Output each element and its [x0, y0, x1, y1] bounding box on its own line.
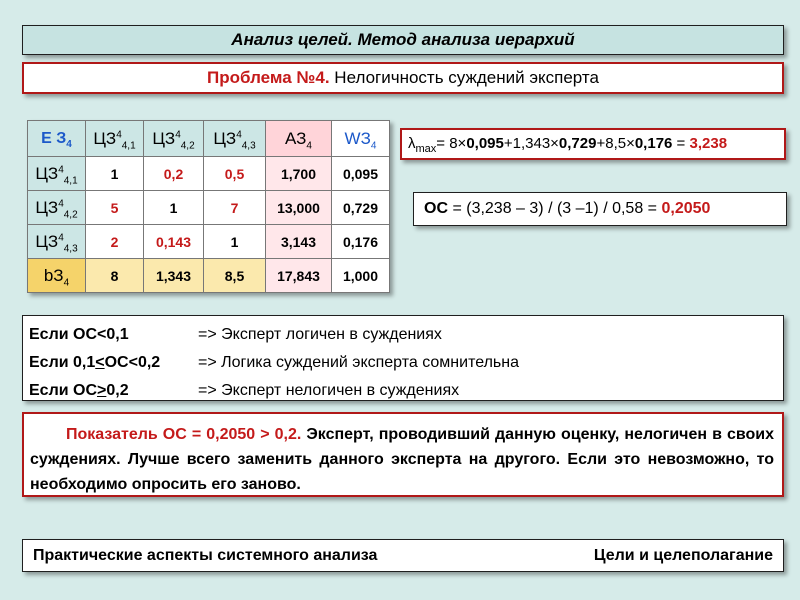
slide-footer: [22, 539, 784, 572]
matrix-row: [28, 157, 390, 191]
consistency-ratio-formula: ОС = (3,238 – 3) / (3 –1) / 0,58 = 0,2050: [413, 192, 787, 226]
rule-line: [29, 321, 783, 349]
column-header: $ЦЗ^4_{4,3}$: [204, 121, 266, 157]
matrix-row: [28, 225, 390, 259]
evaluation-rules: [22, 315, 784, 401]
row-header-b: $bЗ_4$: [28, 259, 86, 293]
column-header: $ЦЗ^4_{4,1}$: [86, 121, 144, 157]
lambda-result: 3,238: [689, 135, 728, 152]
matrix-cell: 0,5: [204, 157, 266, 191]
sum-cell: 8: [86, 259, 144, 293]
slide-title: Анализ целей. Метод анализа иерархий: [22, 25, 784, 55]
matrix-cell: 0,143: [144, 225, 204, 259]
footer-right: Цели и целеполагание: [593, 547, 773, 564]
row-header: $ЦЗ^4_{4,1}$: [28, 157, 86, 191]
rule-condition: Если ОС>0,2: [29, 382, 129, 399]
column-header-w: $WЗ_4$: [332, 121, 390, 157]
rule-condition: Если ОС<0,1: [29, 326, 129, 343]
problem-banner: [22, 62, 784, 94]
matrix-cell-w: 0,095: [332, 157, 390, 191]
matrix-cell-w: 1,000: [332, 259, 390, 293]
rule-line: [29, 377, 783, 405]
problem-text: Нелогичность суждений эксперта: [329, 68, 599, 87]
row-header: $ЦЗ^4_{4,3}$: [28, 225, 86, 259]
os-result: 0,2050: [661, 200, 711, 217]
column-header-a: $АЗ_4$: [266, 121, 332, 157]
rule-condition: Если 0,1<ОС<0,2: [29, 354, 161, 371]
matrix-cell: 1: [86, 157, 144, 191]
matrix-sum-row: [28, 259, 390, 293]
column-header: $ЦЗ^4_{4,2}$: [144, 121, 204, 157]
matrix-cell: 5: [86, 191, 144, 225]
matrix-row: [28, 191, 390, 225]
matrix-cell: 2: [86, 225, 144, 259]
problem-label: Проблема №4.: [207, 68, 330, 87]
sum-cell: 1,343: [144, 259, 204, 293]
matrix-cell-a: 13,000: [266, 191, 332, 225]
rule-line: [29, 349, 783, 377]
rule-result: => Эксперт нелогичен в суждениях: [198, 382, 460, 399]
footer-left: Практические аспекты системного анализа: [33, 547, 378, 564]
lambda-max-formula: $\lambda_{max}= 8\times 0,095+1,343\times 0,729+8,5\times 0,176 = 3,238$: [400, 128, 786, 160]
matrix-cell: 0,2: [144, 157, 204, 191]
matrix-cell: 7: [204, 191, 266, 225]
matrix-cell-a: 1,700: [266, 157, 332, 191]
rule-result: => Логика суждений эксперта сомнительна: [198, 354, 519, 371]
conclusion-text: [22, 412, 784, 497]
matrix-corner-cell: Е $З_4$: [28, 121, 86, 157]
matrix-cell-a: 17,843: [266, 259, 332, 293]
conclusion-body: Эксперт, проводивший данную оценку, нелогичен в своих суждениях. Лучше всего заменить данного эксперта на другого. Если это невозможно, то необходимо опросить его заново.: [30, 426, 775, 493]
matrix-cell-w: 0,729: [332, 191, 390, 225]
matrix-cell: 1: [204, 225, 266, 259]
sum-cell: 8,5: [204, 259, 266, 293]
matrix-cell-a: 3,143: [266, 225, 332, 259]
matrix-cell: 1: [144, 191, 204, 225]
lambda-symbol: λ: [408, 135, 416, 152]
conclusion-highlight: Показатель ОС = 0,2050 > 0,2.: [66, 426, 302, 443]
pairwise-comparison-matrix: [27, 120, 390, 293]
matrix-header-row: [28, 121, 390, 157]
matrix-cell-w: 0,176: [332, 225, 390, 259]
rule-result: => Эксперт логичен в суждениях: [198, 326, 442, 343]
row-header: $ЦЗ^4_{4,2}$: [28, 191, 86, 225]
